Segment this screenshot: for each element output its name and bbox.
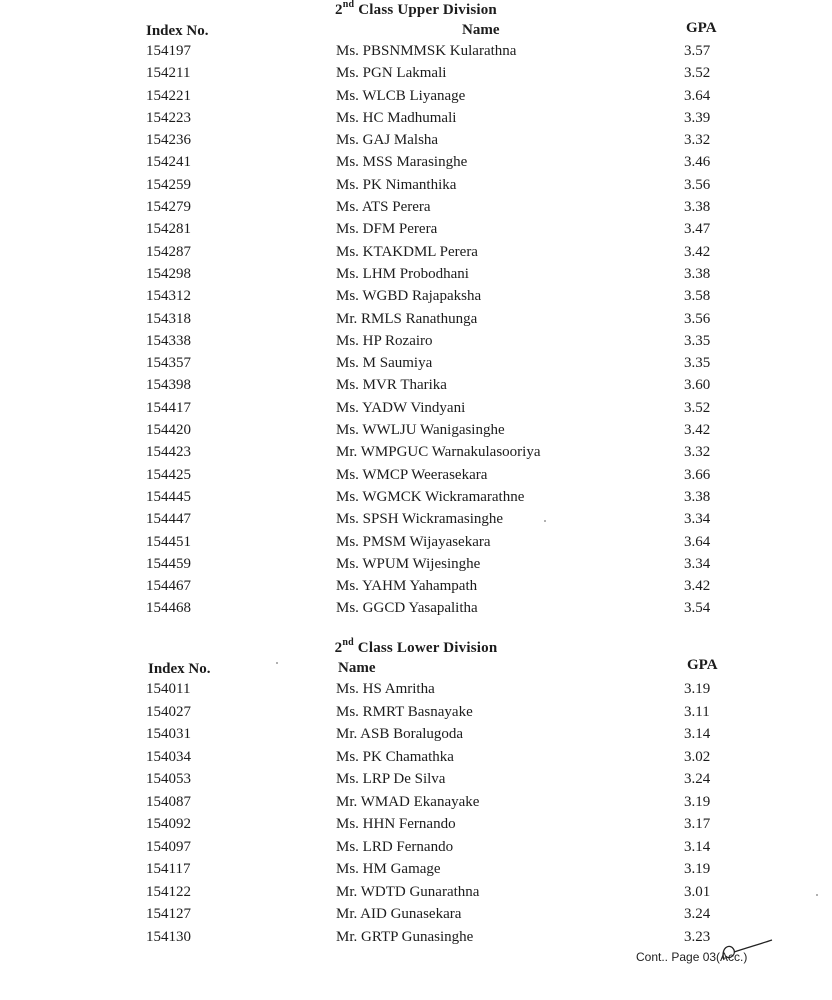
name-cell: Ms. WLCB Liyanage — [336, 87, 466, 104]
name-cell: Mr. WDTD Gunarathna — [336, 883, 480, 900]
gpa-cell: 3.19 — [684, 793, 711, 810]
name-cell: Ms. HC Madhumali — [336, 109, 457, 126]
name-cell: Mr. WMPGUC Warnakulasooriya — [336, 444, 541, 461]
upper-title-superscript: nd — [342, 0, 355, 10]
gpa-cell: 3.32 — [684, 132, 711, 149]
table-row — [0, 244, 832, 266]
index-cell: 154467 — [146, 578, 191, 595]
index-cell: 154011 — [146, 681, 191, 697]
continuation-note: Cont.. Page 03(Acc.) — [636, 950, 748, 964]
gpa-cell: 3.32 — [684, 444, 711, 461]
index-cell: 154298 — [146, 265, 191, 282]
name-cell: Ms. WWLJU Wanigasinghe — [336, 422, 505, 439]
name-cell: Ms. LRP De Silva — [336, 771, 446, 787]
name-cell: Ms. SPSH Wickramasinghe — [336, 511, 504, 528]
gpa-cell: 3.57 — [684, 43, 711, 59]
index-cell: 154122 — [146, 883, 191, 900]
table-row — [0, 749, 832, 772]
table-row — [0, 333, 832, 355]
name-cell: Ms. RMRT Basnayake — [336, 703, 473, 720]
index-cell: 154087 — [146, 793, 191, 810]
gpa-cell: 3.52 — [684, 399, 711, 416]
index-cell: 154197 — [146, 43, 191, 59]
gpa-cell: 3.56 — [684, 310, 711, 327]
gpa-cell: 3.46 — [684, 154, 711, 171]
name-cell: Ms. MSS Marasinghe — [336, 154, 468, 171]
index-cell: 154034 — [146, 748, 191, 765]
gpa-cell: 3.38 — [684, 488, 711, 505]
gpa-cell: 3.17 — [684, 816, 711, 832]
name-cell: Ms. HS Amritha — [336, 681, 435, 697]
table-row — [0, 489, 832, 511]
upper-header-gpa: GPA — [686, 20, 717, 36]
upper-title-text: Class Upper Division — [354, 2, 497, 18]
index-cell: 154279 — [146, 199, 191, 216]
name-cell: Ms. KTAKDML Perera — [336, 243, 478, 260]
index-cell: 154281 — [146, 221, 191, 238]
name-cell: Ms. HHN Fernando — [336, 816, 456, 832]
index-cell: 154127 — [146, 906, 191, 922]
index-cell: 154130 — [146, 928, 191, 945]
name-cell: Ms. WGMCK Wickramarathne — [336, 488, 525, 505]
gpa-cell: 3.34 — [684, 555, 711, 572]
gpa-cell: 3.35 — [684, 355, 711, 372]
name-cell: Ms. DFM Perera — [336, 221, 438, 238]
index-cell: 154398 — [146, 377, 191, 394]
table-row — [0, 467, 832, 489]
gpa-cell: 3.38 — [684, 199, 711, 216]
table-row — [0, 110, 832, 132]
initials-signature — [716, 938, 776, 968]
gpa-cell: 3.64 — [684, 533, 711, 550]
table-row — [0, 221, 832, 243]
name-cell: Ms. LHM Probodhani — [336, 265, 469, 282]
upper-title-ordinal: 2 — [335, 2, 343, 18]
index-cell: 154445 — [146, 488, 191, 505]
index-cell: 154459 — [146, 555, 191, 572]
index-cell: 154236 — [146, 132, 191, 149]
table-row — [0, 681, 832, 704]
gpa-cell: 3.34 — [684, 511, 711, 528]
name-cell: Mr. GRTP Gunasinghe — [336, 928, 474, 945]
gpa-cell: 3.42 — [684, 578, 711, 595]
table-row — [0, 704, 832, 727]
index-cell: 154053 — [146, 771, 191, 787]
table-row — [0, 199, 832, 221]
name-cell: Ms. HM Gamage — [336, 861, 441, 877]
name-cell: Ms. GAJ Malsha — [336, 132, 439, 149]
scan-speck — [276, 662, 278, 664]
gpa-cell: 3.19 — [684, 681, 711, 697]
table-row — [0, 771, 832, 794]
lower-division-table — [0, 681, 832, 951]
table-row — [0, 556, 832, 578]
index-cell: 154357 — [146, 355, 191, 372]
lower-division-title — [0, 638, 832, 657]
gpa-cell: 3.14 — [684, 726, 711, 742]
index-cell: 154417 — [146, 399, 191, 416]
table-row — [0, 600, 832, 622]
name-cell: Ms. GGCD Yasapalitha — [336, 600, 478, 617]
name-cell: Mr. AID Gunasekara — [336, 906, 462, 922]
name-cell: Ms. PMSM Wijayasekara — [336, 533, 491, 550]
lower-title-superscript: nd — [342, 637, 354, 648]
name-cell: Ms. MVR Tharika — [336, 377, 447, 394]
upper-division-table — [0, 43, 832, 623]
upper-header-name: Name — [462, 22, 500, 38]
gpa-cell: 3.54 — [684, 600, 711, 617]
gpa-cell: 3.52 — [684, 65, 711, 82]
gpa-cell: 3.11 — [684, 703, 710, 720]
name-cell: Ms. PK Chamathka — [336, 748, 454, 765]
table-row — [0, 794, 832, 817]
table-row — [0, 177, 832, 199]
index-cell: 154468 — [146, 600, 191, 617]
index-cell: 154451 — [146, 533, 191, 550]
table-row — [0, 444, 832, 466]
lower-header-index: Index No. — [148, 661, 211, 677]
gpa-cell: 3.64 — [684, 87, 711, 104]
index-cell: 154287 — [146, 243, 191, 260]
gpa-cell: 3.24 — [684, 771, 711, 787]
table-row — [0, 884, 832, 907]
name-cell: Ms. ATS Perera — [336, 199, 431, 216]
scan-speck — [816, 894, 818, 896]
table-row — [0, 311, 832, 333]
gpa-cell: 3.58 — [684, 288, 711, 305]
index-cell: 154221 — [146, 87, 191, 104]
index-cell: 154031 — [146, 726, 191, 742]
gpa-cell: 3.02 — [684, 748, 711, 765]
index-cell: 154259 — [146, 176, 191, 193]
table-row — [0, 400, 832, 422]
lower-title-text: Class Lower Division — [353, 640, 498, 656]
index-cell: 154425 — [146, 466, 191, 483]
index-cell: 154211 — [146, 65, 191, 82]
table-row — [0, 154, 832, 176]
gpa-cell: 3.01 — [684, 883, 711, 900]
lower-header-name: Name — [338, 660, 376, 676]
table-row — [0, 578, 832, 600]
table-row — [0, 534, 832, 556]
index-cell: 154241 — [146, 154, 191, 171]
scan-speck — [544, 520, 546, 522]
gpa-cell: 3.24 — [684, 906, 711, 922]
name-cell: Ms. WGBD Rajapaksha — [336, 288, 482, 305]
name-cell: Mr. RMLS Ranathunga — [336, 310, 478, 327]
gpa-cell: 3.14 — [684, 838, 711, 855]
index-cell: 154338 — [146, 332, 191, 349]
name-cell: Ms. HP Rozairo — [336, 332, 433, 349]
gpa-cell: 3.42 — [684, 243, 711, 260]
gpa-cell: 3.56 — [684, 176, 711, 193]
table-row — [0, 726, 832, 749]
index-cell: 154092 — [146, 816, 191, 832]
lower-header-gpa: GPA — [687, 657, 718, 673]
gpa-cell: 3.60 — [684, 377, 711, 394]
table-row — [0, 88, 832, 110]
name-cell: Ms. PGN Lakmali — [336, 65, 447, 82]
name-cell: Ms. LRD Fernando — [336, 838, 454, 855]
table-row — [0, 288, 832, 310]
gpa-cell: 3.38 — [684, 265, 711, 282]
name-cell: Ms. M Saumiya — [336, 355, 433, 372]
table-row — [0, 906, 832, 929]
table-row — [0, 377, 832, 399]
table-row — [0, 132, 832, 154]
index-cell: 154423 — [146, 444, 191, 461]
gpa-cell: 3.19 — [684, 861, 711, 877]
name-cell: Ms. PBSNMMSK Kularathna — [336, 43, 517, 59]
index-cell: 154027 — [146, 703, 191, 720]
gpa-cell: 3.47 — [684, 221, 711, 238]
table-row — [0, 65, 832, 87]
table-row — [0, 43, 832, 65]
gpa-cell: 3.23 — [684, 928, 711, 945]
table-row — [0, 839, 832, 862]
name-cell: Ms. YADW Vindyani — [336, 399, 466, 416]
upper-division-title — [0, 0, 832, 19]
name-cell: Ms. WPUM Wijesinghe — [336, 555, 481, 572]
gpa-cell: 3.39 — [684, 109, 711, 126]
index-cell: 154117 — [146, 861, 191, 877]
index-cell: 154420 — [146, 422, 191, 439]
index-cell: 154447 — [146, 511, 191, 528]
index-cell: 154223 — [146, 109, 191, 126]
name-cell: Ms. PK Nimanthika — [336, 176, 457, 193]
gpa-cell: 3.66 — [684, 466, 711, 483]
index-cell: 154312 — [146, 288, 191, 305]
table-row — [0, 816, 832, 839]
name-cell: Ms. YAHM Yahampath — [336, 578, 478, 595]
index-cell: 154318 — [146, 310, 191, 327]
index-cell: 154097 — [146, 838, 191, 855]
upper-header-index: Index No. — [146, 23, 209, 39]
table-row — [0, 266, 832, 288]
gpa-cell: 3.42 — [684, 422, 711, 439]
lower-title-ordinal: 2 — [334, 640, 343, 656]
table-row — [0, 355, 832, 377]
table-row — [0, 511, 832, 533]
table-row — [0, 929, 832, 952]
name-cell: Mr. WMAD Ekanayake — [336, 793, 480, 810]
table-row — [0, 861, 832, 884]
name-cell: Mr. ASB Boralugoda — [336, 726, 464, 742]
gpa-cell: 3.35 — [684, 332, 711, 349]
table-row — [0, 422, 832, 444]
name-cell: Ms. WMCP Weerasekara — [336, 466, 488, 483]
